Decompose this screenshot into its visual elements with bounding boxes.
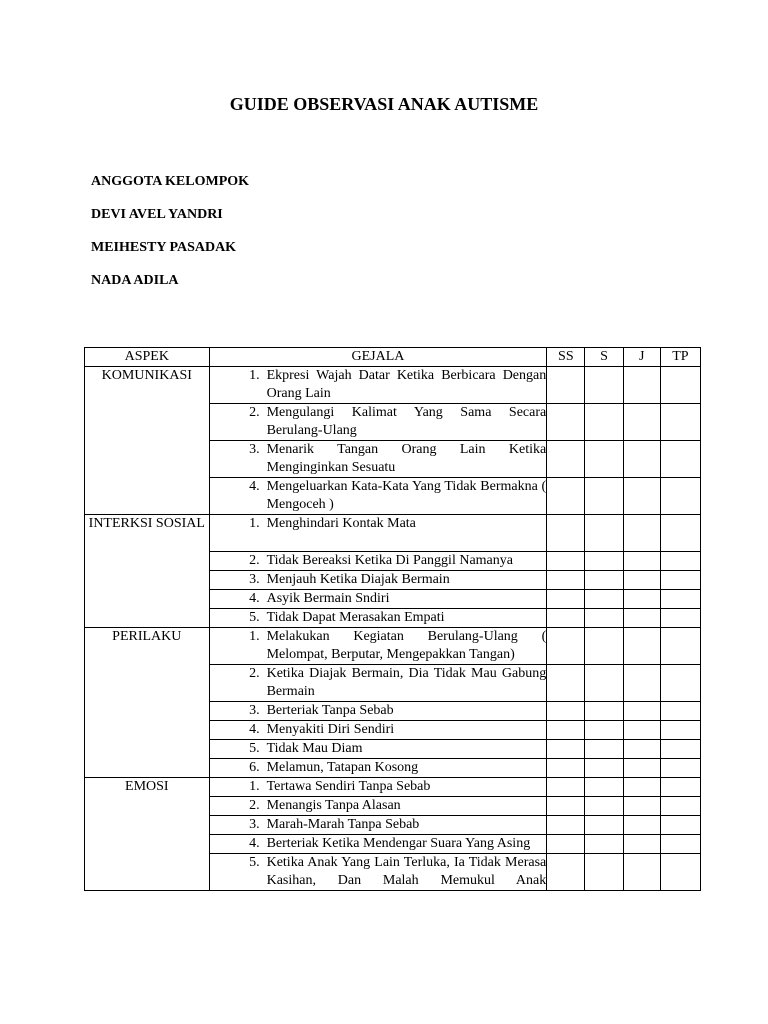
symptom-text: Berteriak Ketika Mendengar Suara Yang Asing [266, 836, 531, 851]
rating-cell-j[interactable] [623, 609, 660, 628]
rating-cell-ss[interactable] [547, 702, 585, 721]
rating-cell-j[interactable] [623, 628, 660, 665]
member-name: MEIHESTY PASADAK [91, 240, 237, 255]
rating-cell-ss[interactable] [547, 778, 585, 797]
rating-cell-ss[interactable] [547, 740, 585, 759]
rating-cell-tp[interactable] [660, 740, 700, 759]
rating-cell-s[interactable] [585, 609, 623, 628]
rating-cell-j[interactable] [623, 571, 660, 590]
symptom-text: Ekpresi Wajah Datar Ketika Berbicara Dengan Orang Lain [266, 368, 547, 401]
rating-cell-tp[interactable] [660, 778, 700, 797]
symptom-cell [209, 404, 547, 441]
symptom-text: Asyik Bermain Sndiri [266, 591, 390, 606]
rating-cell-j[interactable] [623, 441, 660, 478]
rating-cell-j[interactable] [623, 759, 660, 778]
aspect-cell: KOMUNIKASI [85, 367, 210, 515]
symptom-cell [209, 721, 547, 740]
rating-cell-s[interactable] [585, 816, 623, 835]
rating-cell-tp[interactable] [660, 721, 700, 740]
symptom-cell [209, 609, 547, 628]
symptom-text: Marah-Marah Tanpa Sebab [266, 817, 420, 832]
table-row [85, 515, 701, 552]
rating-cell-tp[interactable] [660, 552, 700, 571]
symptom-text: Ketika Anak Yang Lain Terluka, Ia Tidak Merasa Kasihan, Dan Malah Memukul Anak [266, 855, 547, 888]
rating-cell-s[interactable] [585, 721, 623, 740]
symptom-cell [209, 665, 547, 702]
rating-cell-j[interactable] [623, 816, 660, 835]
rating-cell-tp[interactable] [660, 628, 700, 665]
symptom-number: 5. [249, 610, 260, 625]
symptom-number: 4. [249, 479, 260, 494]
rating-cell-ss[interactable] [547, 515, 585, 552]
symptom-text: Menghindari Kontak Mata [266, 516, 416, 531]
rating-cell-s[interactable] [585, 404, 623, 441]
symptom-text: Melamun, Tatapan Kosong [266, 760, 419, 775]
symptom-cell [209, 854, 547, 891]
symptom-number: 2. [249, 666, 260, 681]
symptom-text: Tidak Bereaksi Ketika Di Panggil Namanya [266, 553, 513, 568]
symptom-text: Menjauh Ketika Diajak Bermain [266, 572, 450, 587]
header-tp: TP [660, 348, 700, 367]
rating-cell-s[interactable] [585, 759, 623, 778]
symptom-cell [209, 628, 547, 665]
rating-cell-tp[interactable] [660, 404, 700, 441]
symptom-cell [209, 367, 547, 404]
symptom-cell [209, 552, 547, 571]
rating-cell-tp[interactable] [660, 515, 700, 552]
observation-table [84, 347, 701, 891]
rating-cell-j[interactable] [623, 854, 660, 891]
symptom-text: Melakukan Kegiatan Berulang-Ulang ( Melompat, Berputar, Mengepakkan Tangan) [266, 629, 547, 662]
symptom-text: Tidak Mau Diam [266, 741, 363, 756]
header-ss: SS [547, 348, 585, 367]
symptom-cell [209, 797, 547, 816]
rating-cell-ss[interactable] [547, 367, 585, 404]
rating-cell-s[interactable] [585, 441, 623, 478]
rating-cell-j[interactable] [623, 778, 660, 797]
rating-cell-s[interactable] [585, 797, 623, 816]
aspect-cell: INTERKSI SOSIAL [85, 515, 210, 628]
symptom-text: Mengeluarkan Kata-Kata Yang Tidak Bermakna ( Mengoceh ) [266, 479, 547, 512]
symptom-number: 1. [249, 516, 260, 531]
header-aspek: ASPEK [85, 348, 210, 367]
rating-cell-tp[interactable] [660, 759, 700, 778]
rating-cell-j[interactable] [623, 797, 660, 816]
rating-cell-s[interactable] [585, 778, 623, 797]
symptom-cell [209, 702, 547, 721]
symptom-number: 3. [249, 703, 260, 718]
rating-cell-j[interactable] [623, 552, 660, 571]
members-heading: ANGGOTA KELOMPOK [91, 174, 250, 189]
symptom-cell [209, 441, 547, 478]
rating-cell-ss[interactable] [547, 816, 585, 835]
symptom-text: Tidak Dapat Merasakan Empati [266, 610, 445, 625]
rating-cell-j[interactable] [623, 665, 660, 702]
rating-cell-s[interactable] [585, 665, 623, 702]
symptom-number: 6. [249, 760, 260, 775]
aspect-cell: PERILAKU [85, 628, 210, 778]
table-header-row [85, 348, 701, 367]
header-j: J [623, 348, 660, 367]
rating-cell-ss[interactable] [547, 571, 585, 590]
symptom-number: 3. [249, 572, 260, 587]
rating-cell-s[interactable] [585, 835, 623, 854]
symptom-cell [209, 835, 547, 854]
rating-cell-ss[interactable] [547, 404, 585, 441]
rating-cell-ss[interactable] [547, 609, 585, 628]
symptom-number: 5. [249, 741, 260, 756]
rating-cell-s[interactable] [585, 740, 623, 759]
rating-cell-ss[interactable] [547, 797, 585, 816]
rating-cell-ss[interactable] [547, 665, 585, 702]
symptom-text: Menarik Tangan Orang Lain Ketika Menginginkan Sesuatu [266, 442, 547, 475]
symptom-number: 2. [249, 405, 260, 420]
rating-cell-s[interactable] [585, 515, 623, 552]
rating-cell-ss[interactable] [547, 590, 585, 609]
rating-cell-tp[interactable] [660, 797, 700, 816]
symptom-number: 4. [249, 836, 260, 851]
symptom-number: 1. [249, 629, 260, 644]
rating-cell-tp[interactable] [660, 665, 700, 702]
symptom-text: Menangis Tanpa Alasan [266, 798, 401, 813]
member-name: DEVI AVEL YANDRI [91, 207, 223, 222]
symptom-text: Mengulangi Kalimat Yang Sama Secara Berulang-Ulang [266, 405, 547, 438]
rating-cell-tp[interactable] [660, 816, 700, 835]
rating-cell-j[interactable] [623, 515, 660, 552]
symptom-cell [209, 759, 547, 778]
rating-cell-ss[interactable] [547, 854, 585, 891]
rating-cell-j[interactable] [623, 835, 660, 854]
symptom-cell [209, 778, 547, 797]
table-row [85, 778, 701, 797]
header-s: S [585, 348, 623, 367]
header-gejala: GEJALA [209, 348, 547, 367]
rating-cell-s[interactable] [585, 571, 623, 590]
rating-cell-s[interactable] [585, 702, 623, 721]
symptom-cell [209, 515, 547, 552]
symptom-number: 1. [249, 779, 260, 794]
rating-cell-ss[interactable] [547, 441, 585, 478]
rating-cell-tp[interactable] [660, 571, 700, 590]
symptom-number: 3. [249, 442, 260, 457]
symptom-cell [209, 571, 547, 590]
rating-cell-j[interactable] [623, 367, 660, 404]
symptom-cell [209, 590, 547, 609]
rating-cell-s[interactable] [585, 552, 623, 571]
rating-cell-j[interactable] [623, 590, 660, 609]
rating-cell-s[interactable] [585, 854, 623, 891]
symptom-number: 3. [249, 817, 260, 832]
rating-cell-s[interactable] [585, 628, 623, 665]
rating-cell-tp[interactable] [660, 367, 700, 404]
rating-cell-ss[interactable] [547, 835, 585, 854]
rating-cell-ss[interactable] [547, 478, 585, 515]
symptom-number: 2. [249, 553, 260, 568]
symptom-text: Menyakiti Diri Sendiri [266, 722, 395, 737]
aspect-cell: EMOSI [85, 778, 210, 891]
symptom-text: Ketika Diajak Bermain, Dia Tidak Mau Gabung Bermain [266, 666, 547, 699]
rating-cell-tp[interactable] [660, 702, 700, 721]
rating-cell-tp[interactable] [660, 441, 700, 478]
group-members-list [91, 173, 249, 305]
rating-cell-s[interactable] [585, 590, 623, 609]
symptom-number: 1. [249, 368, 260, 383]
rating-cell-ss[interactable] [547, 721, 585, 740]
rating-cell-j[interactable] [623, 404, 660, 441]
rating-cell-tp[interactable] [660, 590, 700, 609]
table-row [85, 367, 701, 404]
rating-cell-ss[interactable] [547, 628, 585, 665]
member-name: NADA ADILA [91, 273, 179, 288]
symptom-number: 5. [249, 855, 260, 870]
symptom-number: 2. [249, 798, 260, 813]
symptom-cell [209, 816, 547, 835]
rating-cell-ss[interactable] [547, 759, 585, 778]
rating-cell-j[interactable] [623, 740, 660, 759]
table-row [85, 628, 701, 665]
symptom-cell [209, 740, 547, 759]
rating-cell-tp[interactable] [660, 835, 700, 854]
rating-cell-tp[interactable] [660, 854, 700, 891]
symptom-cell [209, 478, 547, 515]
rating-cell-j[interactable] [623, 721, 660, 740]
rating-cell-tp[interactable] [660, 478, 700, 515]
rating-cell-j[interactable] [623, 702, 660, 721]
symptom-number: 4. [249, 722, 260, 737]
observation-table-body [85, 367, 701, 891]
symptom-text: Berteriak Tanpa Sebab [266, 703, 394, 718]
rating-cell-tp[interactable] [660, 609, 700, 628]
rating-cell-s[interactable] [585, 367, 623, 404]
symptom-number: 4. [249, 591, 260, 606]
symptom-text: Tertawa Sendiri Tanpa Sebab [266, 779, 431, 794]
rating-cell-ss[interactable] [547, 552, 585, 571]
rating-cell-j[interactable] [623, 478, 660, 515]
rating-cell-s[interactable] [585, 478, 623, 515]
document-title: GUIDE OBSERVASI ANAK AUTISME [229, 94, 539, 114]
